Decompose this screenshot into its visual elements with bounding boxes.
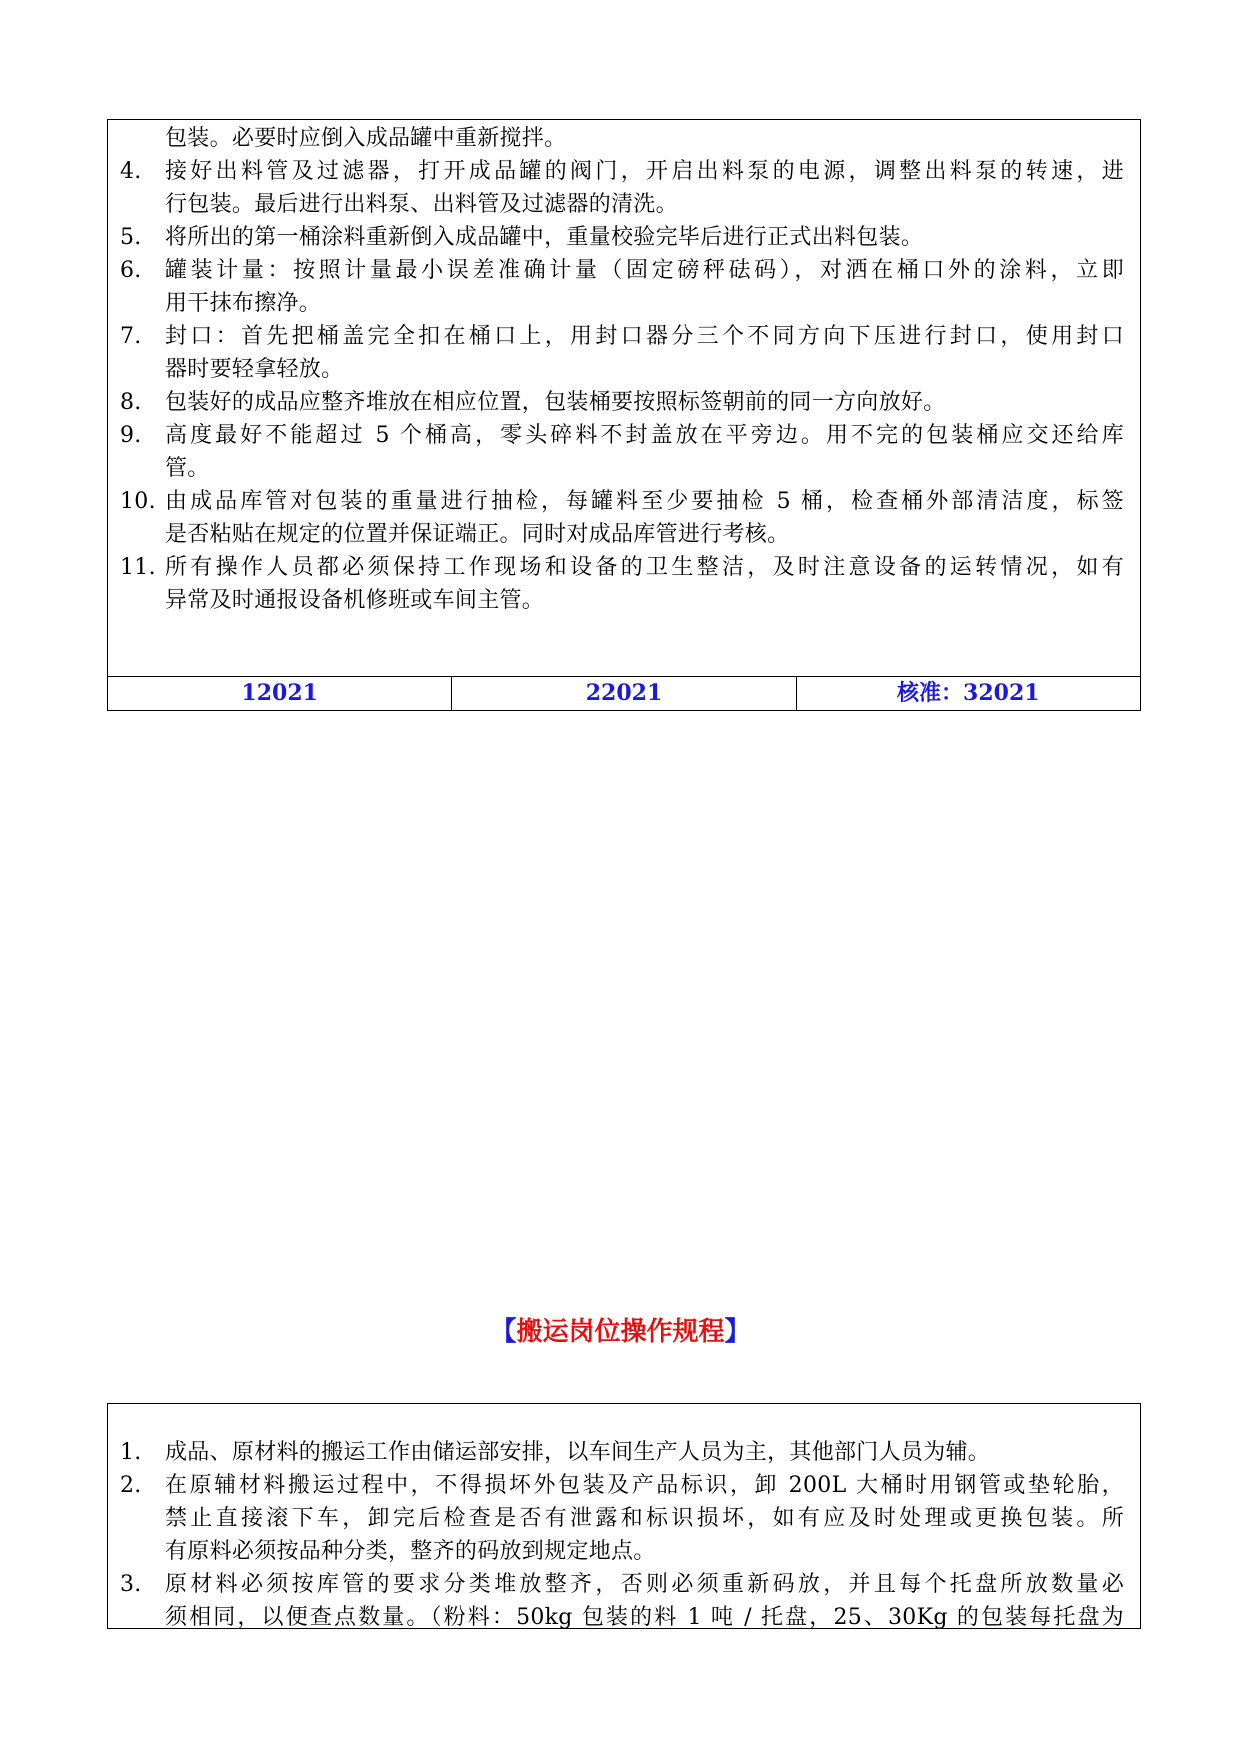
- handling-step-line: [108, 1469, 1140, 1502]
- packaging-step-line: [108, 518, 1140, 551]
- step-text: 所有操作人员都必须保持工作现场和设备的卫生整洁，及时注意设备的运转情况，如有: [165, 555, 1124, 580]
- step-text: 管。: [165, 456, 210, 481]
- step-number: 10.: [120, 489, 156, 514]
- signature-cell-approved: 核准：32021: [897, 680, 1040, 706]
- packaging-step-line: [108, 584, 1140, 617]
- signature-row: [108, 676, 1140, 710]
- step-text: 高度最好不能超过 5 个桶高，零头碎料不封盖放在平旁边。用不完的包装桶应交还给库: [165, 423, 1124, 448]
- step-text: 接好出料管及过滤器，打开成品罐的阀门，开启出料泵的电源，调整出料泵的转速，进: [165, 159, 1124, 184]
- packaging-step-line: [108, 386, 1140, 419]
- step-text: 是否粘贴在规定的位置并保证端正。同时对成品库管进行考核。: [165, 522, 790, 547]
- step-text: 原材料必须按库管的要求分类堆放整齐，否则必须重新码放，并且每个托盘所放数量必: [165, 1572, 1124, 1597]
- step-text: 罐装计量：按照计量最小误差准确计量（固定磅秤砝码），对洒在桶口外的涂料，立即: [165, 258, 1124, 283]
- step-text: 须相同，以便查点数量。（粉料：50kg 包装的料 1 吨 / 托盘，25、30Kg 的包装每托盘为: [165, 1605, 1124, 1630]
- step-text: 由成品库管对包装的重量进行抽检，每罐料至少要抽检 5 桶，检查桶外部清洁度，标签: [165, 489, 1124, 514]
- step-text: 成品、原材料的搬运工作由储运部安排，以车间生产人员为主，其他部门人员为辅。: [165, 1440, 991, 1465]
- packaging-step-line: [108, 188, 1140, 221]
- step-number: 1.: [120, 1440, 142, 1465]
- section-heading: [0, 1314, 1241, 1350]
- handling-step-line: [108, 1568, 1140, 1601]
- handling-step-line: [108, 1502, 1140, 1535]
- step-text: 用干抹布擦净。: [165, 291, 322, 316]
- signature-cell-prepared: 12021: [108, 677, 452, 710]
- step-number: 8.: [120, 390, 142, 415]
- packaging-step-line: [108, 287, 1140, 320]
- packaging-step-line: [108, 221, 1140, 254]
- packaging-step-line: [108, 551, 1140, 584]
- packaging-step-line: [108, 419, 1140, 452]
- step-text: 异常及时通报设备机修班或车间主管。: [165, 588, 545, 613]
- step-number: 7.: [120, 324, 142, 349]
- step-text: 有原料必须按品种分类，整齐的码放到规定地点。: [165, 1539, 656, 1564]
- signature-cell-reviewed: 22021: [452, 677, 796, 710]
- packaging-step-line: [108, 485, 1140, 518]
- heading-bracket-left: 【: [490, 1317, 517, 1347]
- packaging-step-line: [108, 353, 1140, 386]
- handling-steps-list: [108, 1436, 1140, 1634]
- step-number: 3.: [120, 1572, 142, 1597]
- packaging-step-line: [108, 155, 1140, 188]
- step-number: 4.: [120, 159, 142, 184]
- packaging-step-line: [108, 320, 1140, 353]
- step-number: 11.: [120, 555, 156, 580]
- step-number: 9.: [120, 423, 142, 448]
- step-number: 6.: [120, 258, 142, 283]
- step-text: 包装。必要时应倒入成品罐中重新搅拌。: [165, 126, 567, 151]
- step-text: 包装好的成品应整齐堆放在相应位置，包装桶要按照标签朝前的同一方向放好。: [165, 390, 946, 415]
- step-text: 禁止直接滚下车，卸完后检查是否有泄露和标识损坏，如有应及时处理或更换包装。所: [165, 1506, 1124, 1531]
- packaging-step-line: [108, 122, 1140, 155]
- handling-step-line: [108, 1601, 1140, 1634]
- procedure-table-handling: [107, 1403, 1141, 1629]
- step-text: 行包装。最后进行出料泵、出料管及过滤器的清洗。: [165, 192, 678, 217]
- step-number: 5.: [120, 225, 142, 250]
- step-text: 在原辅材料搬运过程中，不得损坏外包装及产品标识，卸 200L 大桶时用钢管或垫轮胎，: [165, 1473, 1124, 1498]
- procedure-table-packaging: [107, 119, 1141, 711]
- step-text: 将所出的第一桶涂料重新倒入成品罐中，重量校验完毕后进行正式出料包装。: [165, 225, 924, 250]
- step-text: 封口：首先把桶盖完全扣在桶口上，用封口器分三个不同方向下压进行封口，使用封口: [165, 324, 1124, 349]
- packaging-steps-list: [108, 122, 1140, 617]
- handling-step-line: [108, 1535, 1140, 1568]
- heading-title: 搬运岗位操作规程: [516, 1317, 725, 1347]
- step-text: 器时要轻拿轻放。: [165, 357, 344, 382]
- packaging-step-line: [108, 254, 1140, 287]
- packaging-step-line: [108, 452, 1140, 485]
- handling-step-line: [108, 1436, 1140, 1469]
- step-number: 2.: [120, 1473, 142, 1498]
- heading-bracket-right: 】: [724, 1317, 751, 1347]
